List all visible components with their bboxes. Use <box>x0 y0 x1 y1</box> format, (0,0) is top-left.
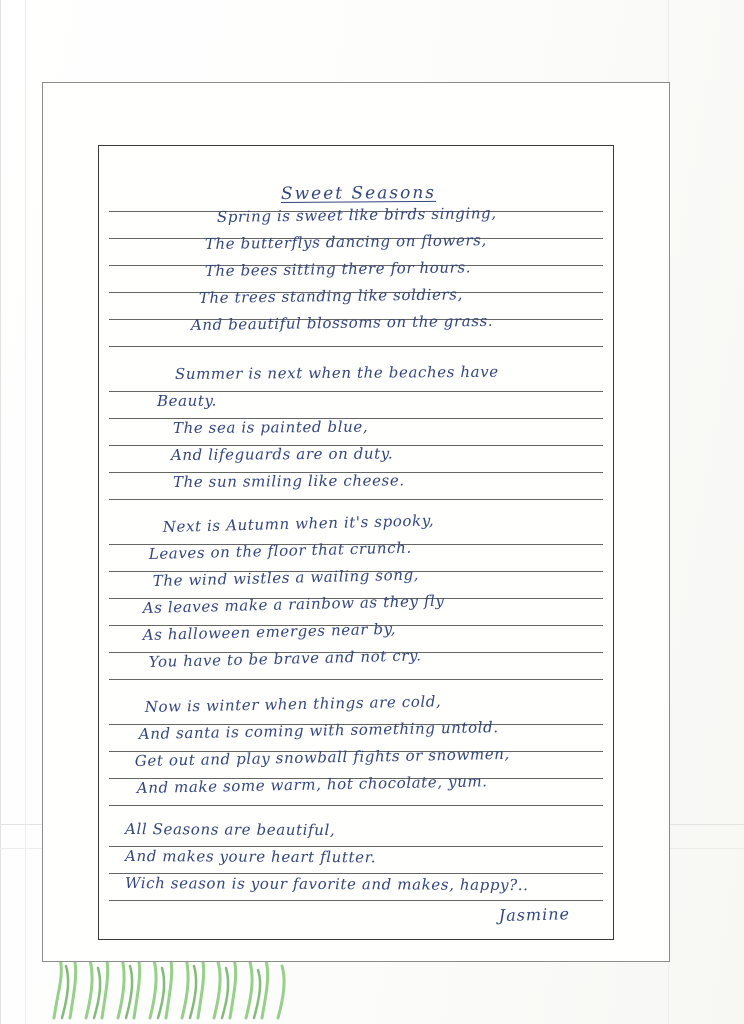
poem-line: Get out and play snowball fights or snowmen, <box>134 744 511 770</box>
poem-line: As halloween emerges near by, <box>142 619 397 644</box>
poem-line: The trees standing like soldiers, <box>198 285 464 307</box>
poem-line: You have to be brave and not cry. <box>148 646 422 671</box>
poem-line: And makes youre heart flutter. <box>125 847 377 867</box>
poem-line: Spring is sweet like birds singing, <box>216 204 497 226</box>
poem-line: The sea is painted blue, <box>172 417 369 437</box>
poem-line: And make some warm, hot chocolate, yum. <box>136 772 488 797</box>
poem-line: And santa is coming with something untold. <box>138 718 499 743</box>
poem-line: And beautiful blossoms on the grass. <box>190 311 494 334</box>
scan-edge-left <box>0 0 1 1024</box>
handwritten-poem <box>99 146 615 941</box>
poem-line: Summer is next when the beaches have <box>174 362 499 383</box>
writing-frame <box>98 145 614 940</box>
poem-line: The sun smiling like cheese. <box>172 471 405 491</box>
poem-line: Next is Autumn when it's spooky, <box>162 511 435 536</box>
poem-line: Now is winter when things are cold, <box>144 692 442 716</box>
poem-line: Wich season is your favorite and makes, happy?.. <box>125 874 529 895</box>
poem-line: And lifeguards are on duty. <box>170 444 394 464</box>
signature: Jasmine <box>498 904 571 925</box>
poem-title: Sweet Seasons <box>280 182 437 204</box>
poem-line: Beauty. <box>156 391 217 410</box>
poem-line: The wind wistles a wailing song, <box>152 565 420 590</box>
poem-line: The bees sitting there for hours. <box>204 258 472 280</box>
poem-line: As leaves make a rainbow as they fly <box>142 591 445 617</box>
poem-line: All Seasons are beautiful, <box>125 820 336 840</box>
poem-line: The butterflys dancing on flowers, <box>204 231 487 253</box>
scan-edge-left-inner <box>25 0 26 1024</box>
poem-line: Leaves on the floor that crunch. <box>148 538 413 563</box>
